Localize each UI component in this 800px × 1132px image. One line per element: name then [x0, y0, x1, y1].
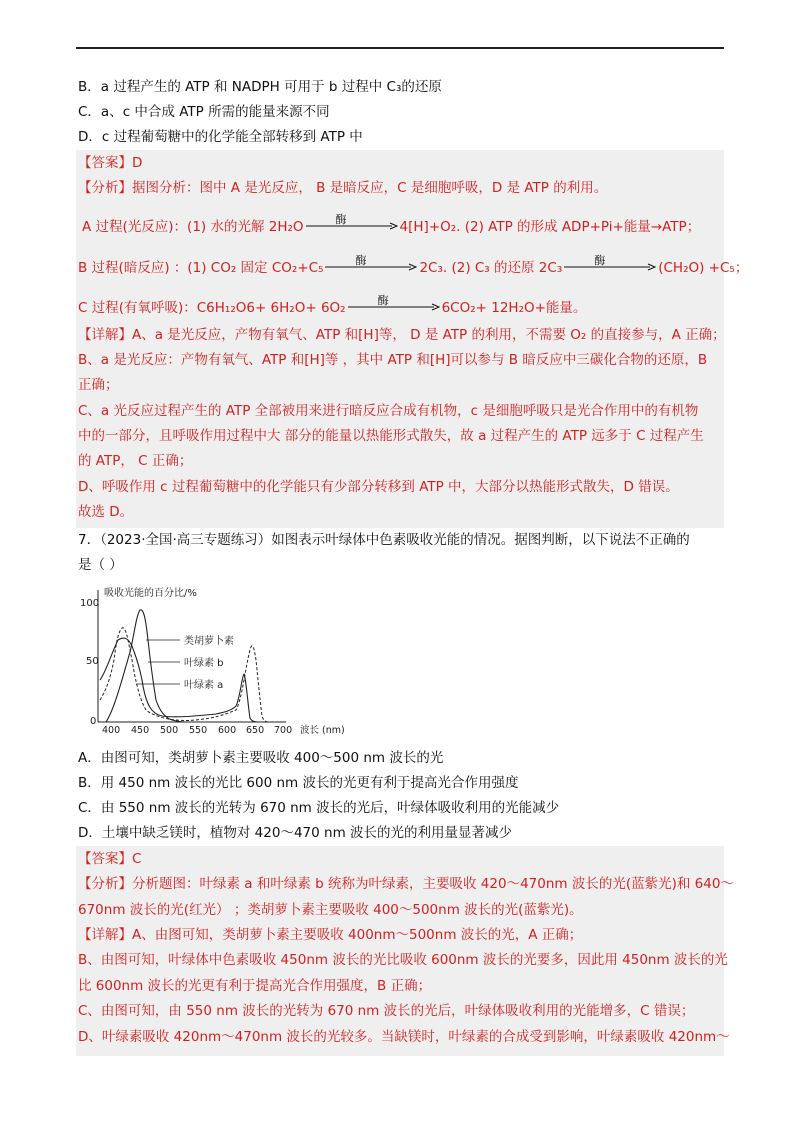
q6-equation-c: C 过程(有氧呼吸)：C6H₁₂O6+ 6H₂O+ 6O₂ 酶 6CO₂+ 12H₂O+能量。 — [78, 294, 587, 316]
x-tick-label: 500 — [160, 725, 179, 736]
x-tick-label: 550 — [189, 725, 208, 736]
q6-detail-line: 的 ATP， C 正确； — [78, 453, 193, 469]
y-tick-label: 50 — [86, 656, 99, 667]
q6-equation-a: A 过程(光反应)：(1) 水的光解 2H₂O 酶 4[H]+O₂. (2) ATP 的形成 ADP+Pi+能量→ATP； — [82, 213, 701, 235]
absorption-spectrum-figure — [76, 580, 366, 740]
q7-detail-line: 比 600nm 波长的光更有利于提高光合作用强度，B 正确； — [78, 978, 432, 994]
q7-detail-line: B、由图可知，叶绿体中色素吸收 450nm 波长的光比吸收 600nm 波长的光要多，因此用 450nm 波长的光 — [78, 952, 728, 968]
reaction-arrow: 酶 — [306, 219, 398, 233]
q6-answer: 【答案】D — [78, 155, 143, 171]
q7-analysis-line: 【分析】分析题图：叶绿素 a 和叶绿素 b 统称为叶绿素，主要吸收 420～470nm 波长的光(蓝紫光)和 640～ — [78, 876, 734, 892]
q7-detail-line: 【详解】A、由图可知，类胡萝卜素主要吸收 400nm～500nm 波长的光，A 正确； — [78, 927, 583, 943]
q6-option-c: C．a、c 中合成 ATP 所需的能量来源不同 — [78, 104, 330, 120]
reaction-arrow: 酶 — [348, 300, 440, 314]
q7-option-a: A．由图可知，类胡萝卜素主要吸收 400～500 nm 波长的光 — [78, 750, 444, 766]
q6-equation-b: B 过程(暗反应) ：(1) CO₂ 固定 CO₂+C₅ 酶 2C₃. (2) C₃ 的还原 2C₃ 酶 (CH₂O) +C₅； — [78, 254, 749, 276]
legend-chlorophyll-b: 叶绿素 b — [184, 658, 224, 669]
q6-detail-line: 中的一部分，且呼吸作用过程中大 部分的能量以热能形式散失，故 a 过程产生的 ATP 远多于 C 过程产生 — [78, 428, 704, 444]
reaction-arrow: 酶 — [564, 260, 656, 274]
x-tick-label: 650 — [246, 725, 265, 736]
q6-option-b: B．a 过程产生的 ATP 和 NADPH 可用于 b 过程中 C₃的还原 — [78, 79, 442, 95]
q7-answer: 【答案】C — [78, 851, 142, 867]
q6-detail-line: 【详解】A、a 是光反应，产物有氧气、ATP 和[H]等， D 是 ATP 的利用，不需要 O₂ 的直接参与，A 正确； — [78, 327, 726, 343]
q7-detail-line: D、叶绿素吸收 420nm～470nm 波长的光较多。当缺镁时，叶绿素的合成受到影响，叶绿素吸收 420nm～ — [78, 1029, 730, 1045]
q7-analysis-line: 670nm 波长的光(红光） ；类胡萝卜素主要吸收 400～500nm 波长的光(蓝紫光)。 — [78, 902, 583, 918]
q6-analysis: 【分析】据图分析：图中 A 是光反应， B 是暗反应，C 是细胞呼吸，D 是 ATP 的利用。 — [78, 180, 608, 196]
x-tick-label: 450 — [131, 725, 150, 736]
q6-detail-line: D、呼吸作用 c 过程葡萄糖中的化学能只有少部分转移到 ATP 中，大部分以热能形式散失，D 错误。 — [78, 479, 679, 495]
q6-detail-line: 正确； — [78, 377, 119, 393]
q6-detail-line: C、a 光反应过程产生的 ATP 全部被用来进行暗反应合成有机物，c 是细胞呼吸只是光合作用中的有机物 — [78, 403, 699, 419]
q7-stem-cont: 是（ ） — [78, 557, 123, 573]
q7-option-c: C．由 550 nm 波长的光转为 670 nm 波长的光后，叶绿体吸收利用的光能减少 — [78, 800, 560, 816]
q6-option-d: D．c 过程葡萄糖中的化学能全部转移到 ATP 中 — [78, 129, 363, 145]
legend-carotenoid: 类胡萝卜素 — [184, 636, 234, 647]
x-axis-label: 波长 (nm) — [300, 725, 345, 736]
q6-detail-line: B、a 是光反应：产物有氧气、ATP 和[H]等 ，其中 ATP 和[H]可以参与 B 暗反应中三碳化合物的还原，B — [78, 352, 708, 368]
x-tick-label: 400 — [102, 725, 121, 736]
q7-detail-line: C、由图可知，由 550 nm 波长的光转为 670 nm 波长的光后，叶绿体吸收利用的光能增多，C 错误； — [78, 1003, 695, 1019]
y-tick-label: 100 — [80, 598, 100, 609]
q6-detail-line: 故选 D。 — [78, 504, 134, 520]
reaction-arrow: 酶 — [325, 260, 417, 274]
y-tick-label: 0 — [90, 716, 97, 727]
q7-option-b: B．用 450 nm 波长的光比 600 nm 波长的光更有利于提高光合作用强度 — [78, 775, 519, 791]
x-tick-label: 600 — [218, 725, 237, 736]
header-rule — [76, 47, 724, 49]
x-tick-label: 700 — [274, 725, 293, 736]
legend-chlorophyll-a: 叶绿素 a — [184, 680, 224, 691]
y-axis-label: 吸收光能的百分比/% — [104, 588, 197, 599]
q7-option-d: D．土壤中缺乏镁时，植物对 420～470 nm 波长的光的利用量显著减少 — [78, 825, 513, 841]
q7-stem: 7．（2023·全国·高三专题练习）如图表示叶绿体中色素吸收光能的情况。据图判断，以下说法不正确的 — [78, 532, 690, 548]
carotenoid-curve — [106, 610, 186, 722]
